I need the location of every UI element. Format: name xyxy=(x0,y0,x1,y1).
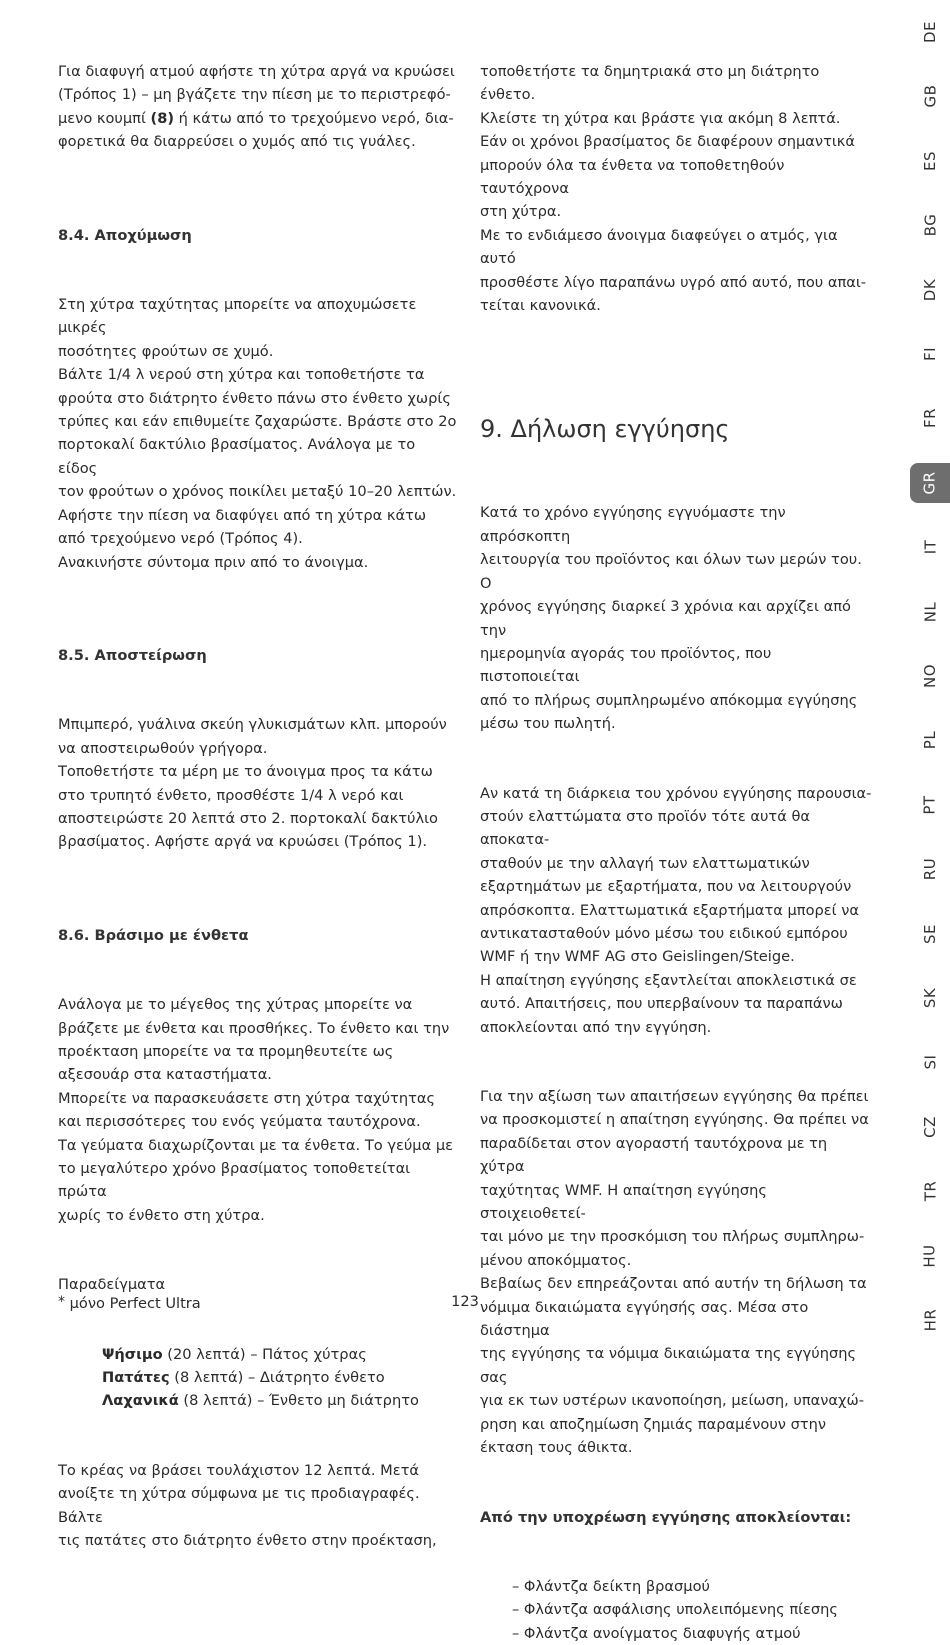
language-tab-label: BG xyxy=(921,213,939,237)
language-tab-sk[interactable] xyxy=(910,978,950,1018)
closing-paragraph xyxy=(58,1459,458,1553)
examples-list xyxy=(58,1343,458,1413)
language-tab-bar xyxy=(910,0,950,1343)
language-tab-label: GR xyxy=(920,471,939,495)
text-line: αποστειρώστε 20 λεπτά στο 2. πορτοκαλί δακτύλιο xyxy=(58,809,438,827)
text-line: τείται κανονικά. xyxy=(480,297,601,315)
warranty-paragraph-2 xyxy=(480,782,875,1039)
text-line: ται μόνο με την προσκόμιση του πλήρως συμπληρω- xyxy=(480,1228,865,1246)
excluded-heading: Από την υποχρέωση εγγύησης αποκλείονται: xyxy=(480,1508,852,1526)
text-line: Μπορείτε να παρασκευάσετε στη χύτρα ταχύτητας xyxy=(58,1089,436,1107)
language-tab-label: DE xyxy=(921,20,939,44)
language-tab-label: HR xyxy=(920,1308,939,1332)
language-tab-label: IT xyxy=(921,539,939,555)
text-line: Κατά το χρόνο εγγύησης εγγυόμαστε την απρόσκοπτη xyxy=(480,504,786,545)
text-line: αποκλείονται από την εγγύηση. xyxy=(480,1018,712,1036)
text-line: το μεγαλύτερο χρόνο βρασίματος τοποθετείται πρώτα xyxy=(58,1160,411,1201)
section-heading-8-5: 8.5. Αποστείρωση xyxy=(58,646,207,664)
example-item: Λαχανικά (8 λεπτά) – Ένθετο μη διάτρητο xyxy=(102,1392,419,1410)
example-item: Ψήσιμο (20 λεπτά) – Πάτος χύτρας xyxy=(102,1345,367,1363)
right-column xyxy=(480,60,875,1645)
text-line: Ανάλογα με το μέγεθος της χύτρας μπορείτε να xyxy=(58,996,413,1014)
language-tab-cz[interactable] xyxy=(910,1107,950,1147)
text-line: για εκ των υστέρων ικανοποίηση, μείωση, υπαναχώ- xyxy=(480,1392,864,1410)
text-line: στούν ελαττώματα στο προϊόν τότε αυτά θα αποκατα- xyxy=(480,807,811,849)
language-tab-se[interactable] xyxy=(910,914,950,954)
text-line: – Φλάντζα ανοίγματος διαφυγής ατμού xyxy=(512,1624,801,1642)
text-line: λειτουργία του προϊόντος και όλων των μερών του. Ο xyxy=(480,551,862,592)
text-line: Αν κατά τη διάρκεια του χρόνου εγγύησης παρουσια- xyxy=(480,784,872,802)
text-line: ανοίξτε τη χύτρα σύμφωνα με τις προδιαγραφές. Βάλτε xyxy=(58,1485,420,1526)
text-line: παραδίδεται στον αγοραστή ταυτόχρονα με τη χύτρα xyxy=(480,1134,828,1176)
language-tab-pl[interactable] xyxy=(910,720,950,760)
language-tab-label: HU xyxy=(920,1243,939,1268)
footnote: * μόνο Perfect Ultra xyxy=(58,1294,201,1312)
text-line: στη χύτρα. xyxy=(480,203,562,221)
examples-label: Παραδείγματα xyxy=(58,1276,166,1294)
language-tab-label: SE xyxy=(921,923,939,944)
text-line: πορτοκαλί δακτύλιο βρασίματος. Ανάλογα με το είδος xyxy=(58,436,416,477)
text-line: αξεσουάρ στα καταστήματα. xyxy=(58,1066,272,1084)
language-tab-es[interactable] xyxy=(910,141,950,181)
language-tab-no[interactable] xyxy=(910,656,950,696)
text-line: Τα γεύματα διαχωρίζονται με τα ένθετα. Το γεύμα με xyxy=(58,1136,454,1154)
text-line: τοποθετήστε τα δημητριακά στο μη διάτρητο ένθετο. xyxy=(480,63,820,104)
language-tab-hr[interactable] xyxy=(910,1300,950,1340)
section-heading-8-4: 8.4. Αποχύμωση xyxy=(58,226,192,244)
language-tab-label: FI xyxy=(921,346,939,362)
text-line: μπορούν όλα τα ένθετα να τοποθετηθούν ταυτόχρονα xyxy=(480,156,785,198)
text-line: ταχύτητας WMF. Η απαίτηση εγγύησης στοιχειοθετεί- xyxy=(480,1181,767,1223)
text-line: βράζετε με ένθετα και προσθήκες. Το ένθετο και την xyxy=(58,1019,450,1037)
text-line: έκταση τους άθικτα. xyxy=(480,1439,633,1457)
section-heading-8-6: 8.6. Βράσιμο με ένθετα xyxy=(58,926,249,944)
text-line: φρούτα στο διάτρητο ένθετο πάνω στο ένθετο χωρίς xyxy=(58,389,451,407)
language-tab-label: ES xyxy=(921,150,939,171)
language-tab-label: NL xyxy=(920,601,939,622)
text-line: από το πλήρως συμπληρωμένο απόκομμα εγγύησης xyxy=(480,691,858,709)
language-tab-label: SK xyxy=(920,987,939,1009)
text-line: στο τρυπητό ένθετο, προσθέστε 1/4 λ νερό και xyxy=(58,786,404,804)
text-line: Ανακινήστε σύντομα πριν από το άνοιγμα. xyxy=(58,553,369,571)
part-reference: (8) xyxy=(150,109,175,127)
text-line: χρόνος εγγύησης διαρκεί 3 χρόνια και αρχίζει από την xyxy=(480,598,851,639)
intro-line: Για διαφυγή ατμού αφήστε τη χύτρα αργά να κρυώσει xyxy=(58,63,455,80)
text-line: της εγγύησης τα νόμιμα δικαιώματα της εγγύησης σας xyxy=(480,1345,857,1386)
text-line: και περισσότερες του ενός γεύματα ταυτόχρονα. xyxy=(58,1113,421,1131)
text-line: Η απαίτηση εγγύησης εξαντλείται αποκλειστικά σε xyxy=(480,971,857,989)
text-line: μέσω του πωλητή. xyxy=(480,715,616,733)
language-tab-label: TR xyxy=(921,1180,939,1202)
language-tab-label: RU xyxy=(921,857,939,881)
intro-line: φορετικά θα διαρρεύσει ο χυμός από τις γυάλες. xyxy=(58,133,416,151)
text-line: προέκταση μπορείτε να τα προμηθευτείτε ως xyxy=(58,1042,394,1060)
language-tab-it[interactable] xyxy=(910,527,950,567)
text-line: Βεβαίως δεν επηρεάζονται από αυτήν τη δήλωση τα xyxy=(480,1275,867,1293)
language-tab-label: NO xyxy=(921,663,939,689)
warranty-paragraph-3 xyxy=(480,1085,875,1460)
text-line: βρασίματος. Αφήστε αργά να κρυώσει (Τρόπος 1). xyxy=(58,833,428,851)
text-line: τις πατάτες στο διάτρητο ένθετο στην προέκταση, xyxy=(58,1532,437,1550)
text-line: σταθούν με την αλλαγή των ελαττωματικών xyxy=(480,854,810,872)
warranty-paragraph-1 xyxy=(480,501,875,735)
text-line: Μπιμπερό, γυάλινα σκεύη γλυκισμάτων κλπ. μπορούν xyxy=(58,716,447,734)
text-line: μένου αποκόμματος. xyxy=(480,1251,632,1269)
text-line: ποσότητες φρούτων σε χυμό. xyxy=(58,342,274,360)
text-line: Εάν οι χρόνοι βρασίματος δε διαφέρουν σημαντικά xyxy=(480,133,856,151)
text-line: Τοποθετήστε τα μέρη με το άνοιγμα προς τα κάτω xyxy=(58,763,433,781)
text-line: χωρίς το ένθετο στη χύτρα. xyxy=(58,1206,265,1224)
language-tab-ru[interactable] xyxy=(910,849,950,889)
text-line: προσθέστε λίγο παραπάνω υγρό από αυτό, που απαι- xyxy=(480,273,867,291)
text-line: τον φρούτων ο χρόνος ποικίλει μεταξύ 10–20 λεπτών. xyxy=(58,483,457,501)
language-tab-label: GB xyxy=(920,84,939,108)
example-item: Πατάτες (8 λεπτά) – Διάτρητο ένθετο xyxy=(102,1369,385,1387)
text-line: ρηση και αποζημίωση ζημιάς παραμένουν στην xyxy=(480,1415,827,1433)
text-line: Το κρέας να βράσει τουλάχιστον 12 λεπτά. Μετά xyxy=(58,1461,420,1479)
text-line: Κλείστε τη χύτρα και βράστε για ακόμη 8 λεπτά. xyxy=(480,109,841,127)
text-line: – Φλάντζα δείκτη βρασμού xyxy=(512,1577,710,1595)
section-body-8-4 xyxy=(58,293,458,574)
section-body-8-5 xyxy=(58,713,458,853)
excluded-list xyxy=(480,1575,875,1645)
intro-line: (Τρόπος 1) – μη βγάζετε την πίεση με το περιστρεφό- xyxy=(58,86,451,104)
text-line: να προσκομιστεί η απαίτηση εγγύησης. Θα πρέπει να xyxy=(480,1111,869,1129)
page-number: 123 xyxy=(451,1293,479,1310)
footnote-mark: * xyxy=(58,1294,65,1310)
text-line: Για την αξίωση των απαιτήσεων εγγύησης θα πρέπει xyxy=(480,1088,869,1105)
language-tab-label: FR xyxy=(921,408,939,429)
section-body-8-6 xyxy=(58,993,458,1227)
language-tab-bg[interactable] xyxy=(910,205,950,245)
language-tab-label: DK xyxy=(920,278,939,301)
section-heading-9: 9. Δήλωση εγγύησης xyxy=(480,415,730,444)
text-line: ημερομηνία αγοράς του προϊόντος, που πιστοποιείται xyxy=(480,644,772,686)
language-tab-fr[interactable] xyxy=(910,398,950,438)
left-column xyxy=(58,60,458,1552)
language-tab-gr[interactable] xyxy=(910,463,950,503)
language-tab-fi[interactable] xyxy=(910,334,950,374)
intro-line: μενο κουμπί (8) ή κάτω από το τρεχούμενο νερό, δια- xyxy=(58,109,454,127)
language-tab-label: SI xyxy=(920,1054,939,1070)
text-line: να αποστειρωθούν γρήγορα. xyxy=(58,739,268,757)
text-line: απρόσκοπτα. Ελαττωματικά εξαρτήματα μπορεί να xyxy=(480,901,860,919)
text-line: αντικατασταθούν μόνο μέσω του ειδικού εμπόρου xyxy=(480,924,848,942)
text-line: Αφήστε την πίεση να διαφύγει από τη χύτρα κάτω xyxy=(58,506,427,524)
text-line: Βάλτε 1/4 λ νερού στη χύτρα και τοποθετήστε τα xyxy=(58,366,425,384)
language-tab-label: PL xyxy=(921,731,939,750)
text-line: WMF ή την WMF AG στο Geislingen/Steige. xyxy=(480,948,795,966)
text-line: εξαρτημάτων με εξαρτήματα, που να λειτουργούν xyxy=(480,878,852,896)
language-tab-tr[interactable] xyxy=(910,1171,950,1211)
text-line: από τρεχούμενο νερό (Τρόπος 4). xyxy=(58,530,303,548)
language-tab-de[interactable] xyxy=(910,12,950,52)
language-tab-gb[interactable] xyxy=(910,76,950,116)
text-line: Με το ενδιάμεσο άνοιγμα διαφεύγει ο ατμός, για αυτό xyxy=(480,226,838,268)
text-line: νόμιμα δικαιώματα εγγύησής σας. Μέσα στο διάστημα xyxy=(480,1298,809,1340)
text-line: τρύπες και εάν επιθυμείτε ζαχαρώστε. Βράστε στο 2ο xyxy=(58,413,457,431)
language-tab-label: CZ xyxy=(921,1115,939,1138)
continued-paragraph xyxy=(480,60,875,317)
text-line: Στη χύτρα ταχύτητας μπορείτε να αποχυμώσετε μικρές xyxy=(58,296,417,337)
text-line: αυτό. Απαιτήσεις, που υπερβαίνουν τα παραπάνω xyxy=(480,995,843,1013)
language-tab-label: PT xyxy=(921,795,939,815)
language-tab-nl[interactable] xyxy=(910,592,950,632)
language-tab-hu[interactable] xyxy=(910,1236,950,1276)
language-tab-pt[interactable] xyxy=(910,785,950,825)
language-tab-si[interactable] xyxy=(910,1042,950,1082)
language-tab-dk[interactable] xyxy=(910,270,950,310)
text-line: – Φλάντζα ασφάλισης υπολειπόμενης πίεσης xyxy=(512,1601,839,1619)
